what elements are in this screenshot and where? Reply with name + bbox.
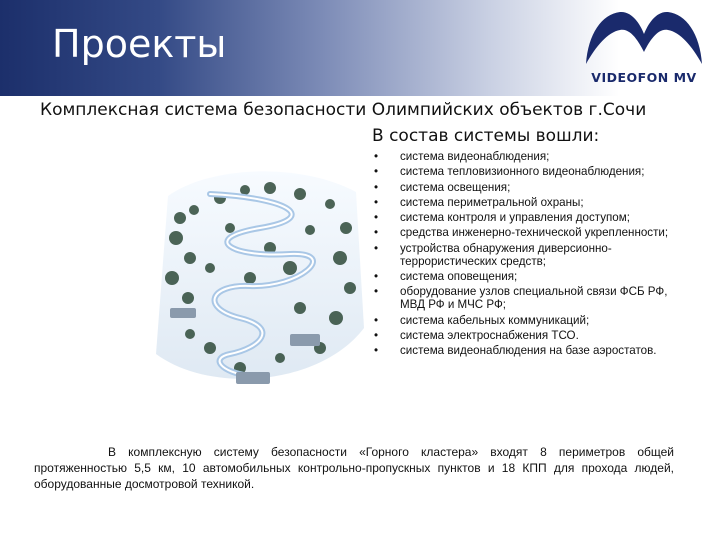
list-item xyxy=(374,314,674,327)
list-item-text: система освещения; xyxy=(400,180,511,194)
list-item xyxy=(374,344,674,357)
logo-wings-icon xyxy=(580,6,708,70)
list-item-text: оборудование узлов специальной связи ФСБ РФ, МВД РФ и МЧС РФ; xyxy=(400,285,668,312)
list-item xyxy=(374,329,674,342)
list-item-text: система тепловизионного видеонаблюдения; xyxy=(400,165,645,179)
company-logo xyxy=(580,6,708,92)
list-item-text: система видеонаблюдения; xyxy=(400,150,550,163)
list-item xyxy=(374,285,674,311)
list-item xyxy=(374,226,674,239)
list-item xyxy=(374,196,674,209)
list-item-text: средства инженерно-технической укрепленности; xyxy=(400,226,669,240)
list-item-text: система видеонаблюдения на базе аэростатов. xyxy=(400,344,657,358)
list-item-text: устройства обнаружения диверсионно-террористических средств; xyxy=(400,241,612,268)
list-item xyxy=(374,150,674,163)
bullet-icon: • xyxy=(374,211,379,225)
systems-list xyxy=(374,150,674,360)
bullet-icon: • xyxy=(374,150,379,163)
bullet-icon: • xyxy=(374,313,379,327)
list-item xyxy=(374,165,674,178)
logo-text: VIDEOFON MV xyxy=(591,70,697,85)
list-item-text: система электроснабжения ТСО. xyxy=(400,329,579,342)
list-item-text: система кабельных коммуникаций; xyxy=(400,313,590,327)
list-item xyxy=(374,270,674,283)
bullet-icon: • xyxy=(374,180,379,194)
list-item xyxy=(374,181,674,194)
slide-subtitle: Комплексная система безопасности Олимпийских объектов г.Сочи xyxy=(40,100,647,120)
bullet-icon: • xyxy=(374,344,379,358)
list-intro: В состав системы вошли: xyxy=(372,126,600,146)
list-item-text: система контроля и управления доступом; xyxy=(400,211,630,225)
page-title: Проекты xyxy=(52,22,227,66)
bullet-icon: • xyxy=(374,226,379,240)
olympic-venue-aerial-image xyxy=(150,158,366,416)
list-item-text: система периметральной охраны; xyxy=(400,195,584,209)
bullet-icon: • xyxy=(374,285,379,299)
list-item xyxy=(374,242,674,268)
list-item xyxy=(374,211,674,224)
bullet-icon: • xyxy=(374,165,379,179)
bullet-icon: • xyxy=(374,195,379,209)
title-banner xyxy=(0,0,720,96)
summary-paragraph: В комплексную систему безопасности «Горного кластера» входят 8 периметров общей протяженностью 5,5 км, 10 автомобильных контрольно-пропускных пунктов и 18 КПП для прохода людей, оборудованные досмотровой техникой. xyxy=(34,445,674,491)
bullet-icon: • xyxy=(374,270,379,284)
bullet-icon: • xyxy=(374,241,379,255)
bullet-icon: • xyxy=(374,329,379,342)
list-item-text: система оповещения; xyxy=(400,270,518,284)
